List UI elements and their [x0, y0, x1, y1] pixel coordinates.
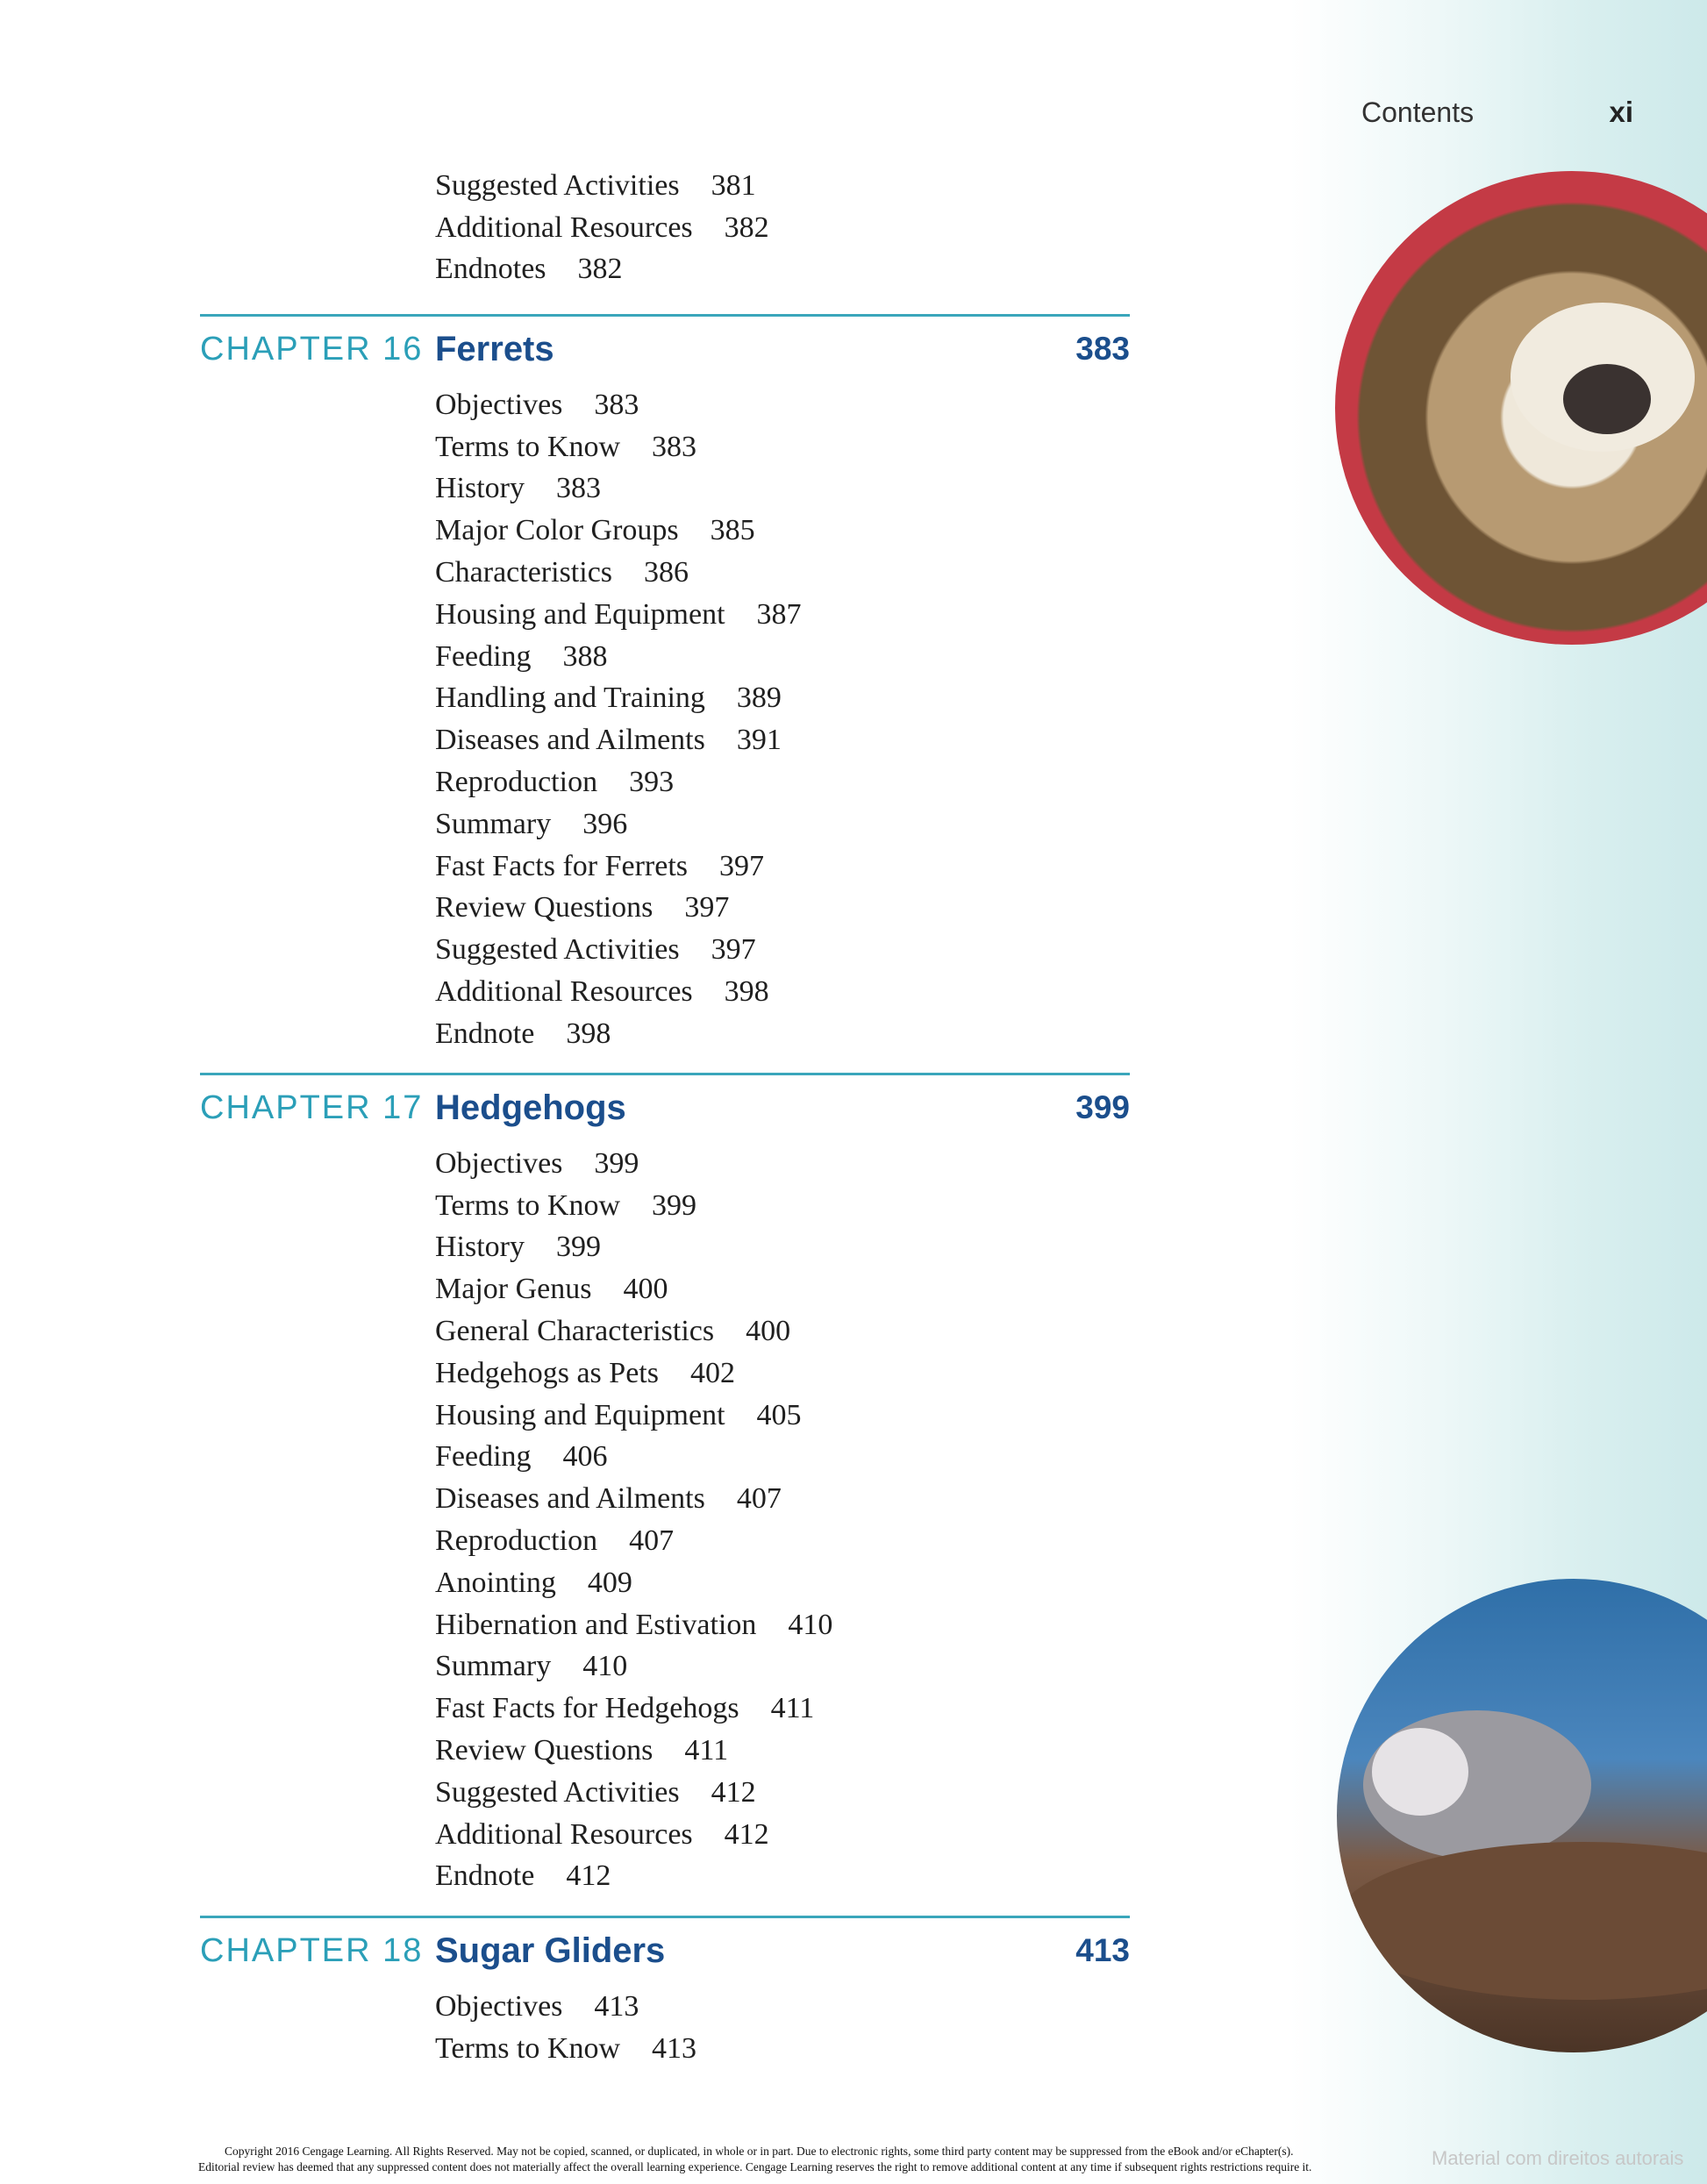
- toc-entry[interactable]: [435, 803, 802, 846]
- copyright-footer: [198, 2144, 1514, 2175]
- entry-label: Suggested Activities: [435, 933, 680, 967]
- toc-entry[interactable]: [435, 207, 769, 249]
- entry-page: 382: [577, 253, 623, 286]
- entry-label: Endnotes: [435, 253, 546, 286]
- toc-entry[interactable]: [435, 1013, 802, 1055]
- entry-label: History: [435, 1231, 525, 1264]
- entry-label: Reproduction: [435, 766, 598, 799]
- chapter-title: Hedgehogs: [435, 1088, 626, 1127]
- entry-page: 386: [644, 556, 689, 589]
- entry-page: 399: [556, 1231, 601, 1264]
- chapter-entries: [435, 384, 802, 1055]
- entry-page: 399: [594, 1146, 639, 1180]
- entry-label: Objectives: [435, 388, 563, 421]
- page-number: xi: [1609, 96, 1633, 128]
- toc-entry[interactable]: [435, 249, 769, 291]
- entry-label: Anointing: [435, 1566, 556, 1599]
- entry-label: Diseases and Ailments: [435, 724, 705, 757]
- toc-entry[interactable]: [435, 1772, 832, 1814]
- entry-page: 388: [562, 639, 608, 673]
- toc-entry[interactable]: [435, 1646, 832, 1688]
- entry-page: 397: [684, 891, 730, 924]
- toc-entry[interactable]: [435, 1562, 832, 1604]
- chapter-page: 383: [1075, 331, 1130, 367]
- toc-entry[interactable]: [435, 1604, 832, 1646]
- entry-label: Diseases and Ailments: [435, 1482, 705, 1516]
- entry-label: Housing and Equipment: [435, 597, 725, 631]
- entry-label: Terms to Know: [435, 430, 621, 463]
- entry-label: General Characteristics: [435, 1315, 715, 1348]
- entry-label: Review Questions: [435, 1734, 654, 1767]
- toc-entry[interactable]: [435, 1310, 832, 1353]
- toc-entry[interactable]: [435, 552, 802, 594]
- entry-label: Terms to Know: [435, 2031, 621, 2065]
- glider-face: [1372, 1728, 1468, 1816]
- entry-page: 409: [587, 1566, 632, 1599]
- entry-page: 410: [582, 1650, 628, 1683]
- entry-page: 407: [629, 1524, 675, 1558]
- entry-label: Summary: [435, 807, 552, 840]
- running-title: Contents: [1361, 96, 1475, 128]
- entry-label: History: [435, 472, 525, 505]
- chapter-entries: [435, 1143, 832, 1897]
- entry-label: Major Color Groups: [435, 514, 679, 547]
- toc-entry[interactable]: [435, 1268, 832, 1310]
- entry-page: 382: [724, 211, 769, 244]
- entry-page: 391: [736, 724, 782, 757]
- chapter-number: CHAPTER 17: [200, 1088, 424, 1126]
- entry-page: 398: [566, 1017, 611, 1050]
- chapter-title: Ferrets: [435, 329, 554, 368]
- entry-label: Objectives: [435, 1146, 563, 1180]
- entry-page: 397: [711, 933, 756, 967]
- chapter-heading[interactable]: [200, 1926, 1130, 1975]
- entry-page: 383: [652, 430, 697, 463]
- toc-entry[interactable]: [435, 1814, 832, 1856]
- entry-page: 411: [770, 1692, 815, 1725]
- entry-label: Fast Facts for Ferrets: [435, 849, 689, 882]
- entry-page: 400: [623, 1273, 668, 1306]
- entry-page: 383: [594, 388, 639, 421]
- entry-page: 383: [556, 472, 601, 505]
- entry-page: 412: [566, 1859, 611, 1893]
- entry-label: Hedgehogs as Pets: [435, 1356, 659, 1389]
- toc-entry[interactable]: [435, 1143, 832, 1185]
- watermark-text: Material com direitos autorais: [1432, 2147, 1684, 2169]
- entry-label: Handling and Training: [435, 682, 705, 715]
- entry-page: 385: [710, 514, 755, 547]
- toc-entry[interactable]: [435, 929, 802, 971]
- toc-entry[interactable]: [435, 384, 802, 426]
- chapter-divider: [200, 1916, 1130, 1918]
- entry-page: 406: [562, 1440, 608, 1474]
- toc-entry[interactable]: [435, 1478, 832, 1520]
- entry-label: Fast Facts for Hedgehogs: [435, 1692, 739, 1725]
- chapter-entries: [435, 1986, 696, 2070]
- toc-entry[interactable]: [435, 719, 802, 761]
- chapter-divider: [200, 1073, 1130, 1075]
- chapter-page: 399: [1075, 1089, 1130, 1125]
- toc-entry[interactable]: [435, 165, 769, 207]
- footer-line-1: Copyright 2016 Cengage Learning. All Rights Reserved. May not be copied, scanned, or duplicated, in whole or in part. Due to electronic rights, some third party content may be suppressed from the eBook and/or eChapter(s).: [225, 2145, 1294, 2158]
- entry-label: Suggested Activities: [435, 168, 680, 202]
- entry-page: 397: [719, 849, 765, 882]
- entry-page: 389: [736, 682, 782, 715]
- entry-page: 410: [788, 1608, 833, 1641]
- entry-label: Additional Resources: [435, 211, 693, 244]
- entry-label: Terms to Know: [435, 1188, 621, 1222]
- entry-page: 411: [684, 1734, 729, 1767]
- toc-entry[interactable]: [435, 636, 802, 678]
- entry-label: Review Questions: [435, 891, 654, 924]
- entry-label: Housing and Equipment: [435, 1398, 725, 1431]
- continued-entries: [435, 165, 769, 290]
- entry-label: Feeding: [435, 639, 532, 673]
- toc-entry[interactable]: [435, 1395, 832, 1437]
- entry-page: 405: [756, 1398, 802, 1431]
- toc-entry[interactable]: [435, 1856, 832, 1898]
- entry-label: Hibernation and Estivation: [435, 1608, 757, 1641]
- toc-entry[interactable]: [435, 1227, 832, 1269]
- toc-entry[interactable]: [435, 1353, 832, 1395]
- toc-entry[interactable]: [435, 1520, 832, 1562]
- chapter-divider: [200, 314, 1130, 317]
- toc-entry[interactable]: [435, 1986, 696, 2028]
- entry-page: 402: [689, 1356, 735, 1389]
- toc-entry[interactable]: [435, 678, 802, 720]
- entry-label: Additional Resources: [435, 1817, 693, 1851]
- toc-entry[interactable]: [435, 846, 802, 888]
- toc-entry[interactable]: [435, 1730, 832, 1772]
- toc-entry[interactable]: [435, 1185, 832, 1227]
- entry-page: 381: [711, 168, 756, 202]
- chapter-heading[interactable]: [200, 325, 1130, 374]
- toc-entry[interactable]: [435, 761, 802, 803]
- toc-entry[interactable]: [435, 510, 802, 552]
- toc-entry[interactable]: [435, 888, 802, 930]
- toc-entry[interactable]: [435, 2028, 696, 2070]
- entry-page: 398: [724, 975, 769, 1009]
- entry-label: Reproduction: [435, 1524, 598, 1558]
- entry-label: Major Genus: [435, 1273, 592, 1306]
- running-header: [1361, 95, 1633, 130]
- chapter-title: Sugar Gliders: [435, 1931, 666, 1970]
- toc-entry[interactable]: [435, 426, 802, 468]
- entry-page: 412: [711, 1775, 756, 1809]
- chapter-number: CHAPTER 18: [200, 1931, 424, 1969]
- entry-page: 400: [746, 1315, 791, 1348]
- entry-label: Endnote: [435, 1017, 535, 1050]
- toc-entry[interactable]: [435, 1688, 832, 1730]
- entry-label: Characteristics: [435, 556, 613, 589]
- entry-label: Feeding: [435, 1440, 532, 1474]
- entry-page: 399: [652, 1188, 697, 1222]
- entry-page: 387: [756, 597, 802, 631]
- hedgehog-nose: [1563, 364, 1651, 434]
- entry-page: 413: [652, 2031, 697, 2065]
- entry-label: Summary: [435, 1650, 552, 1683]
- entry-page: 396: [582, 807, 628, 840]
- chapter-heading[interactable]: [200, 1083, 1130, 1132]
- chapter-page: 413: [1075, 1932, 1130, 1968]
- entry-page: 407: [736, 1482, 782, 1516]
- entry-page: 412: [724, 1817, 769, 1851]
- toc-entry[interactable]: [435, 971, 802, 1013]
- entry-label: Objectives: [435, 1989, 563, 2023]
- toc-entry[interactable]: [435, 1437, 832, 1479]
- toc-entry[interactable]: [435, 468, 802, 510]
- entry-label: Endnote: [435, 1859, 535, 1893]
- chapter-number: CHAPTER 16: [200, 330, 424, 368]
- entry-label: Suggested Activities: [435, 1775, 680, 1809]
- entry-page: 413: [594, 1989, 639, 2023]
- footer-line-2: Editorial review has deemed that any suppressed content does not materially affect the overall learning experience. Cengage Learning reserves the right to remove additional content at any time if subsequent rights restrictions require it.: [198, 2160, 1312, 2173]
- toc-entry[interactable]: [435, 594, 802, 636]
- entry-page: 393: [629, 766, 675, 799]
- entry-label: Additional Resources: [435, 975, 693, 1009]
